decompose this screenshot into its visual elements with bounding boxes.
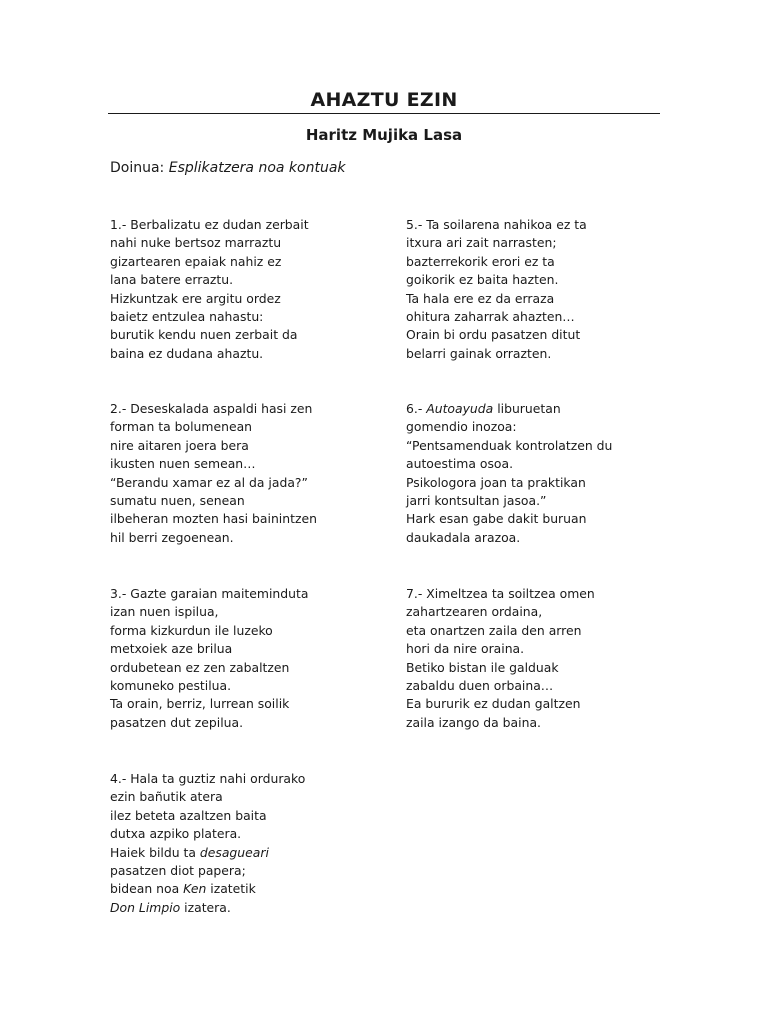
verse-line: ikusten nuen semean…: [110, 456, 256, 472]
stanza-5: [406, 216, 587, 363]
verse-line: zabaldu duen orbaina…: [406, 678, 554, 694]
verse-line: 7.- Ximeltzea ta soiltzea omen: [406, 586, 595, 601]
verse-line: ordubetean ez zen zabaltzen: [110, 659, 290, 675]
melody-line: [110, 158, 346, 178]
verse-italic-word: Don Limpio: [110, 899, 181, 915]
melody-label: Doinua:: [110, 160, 165, 176]
verse-line: 5.- Ta soilarena nahikoa ez ta: [406, 217, 587, 232]
page-title: AHAZTU EZIN: [310, 89, 458, 111]
verse-text: bidean noa: [110, 881, 184, 897]
verse-line: baietz entzulea nahastu:: [110, 309, 264, 325]
verse-line: itxura ari zait narrasten;: [406, 235, 557, 251]
verse-line: Ta hala ere ez da erraza: [406, 290, 555, 306]
verse-line: Psikologora joan ta praktikan: [406, 474, 586, 490]
verse-line: nire aitaren joera bera: [110, 437, 249, 453]
verse-line: metxoiek aze brilua: [110, 641, 233, 657]
verse-text: izatetik: [206, 881, 256, 897]
verse-line: forman ta bolumenean: [110, 419, 253, 435]
verse-line: Ta orain, berriz, lurrean soilik: [110, 696, 290, 712]
verse-line: ohitura zaharrak ahazten…: [406, 309, 575, 325]
verse-line: zahartzearen ordaina,: [406, 604, 543, 620]
stanza-4: [110, 770, 305, 917]
verse-line: gomendio inozoa:: [406, 419, 517, 435]
verse-line: sumatu nuen, senean: [110, 493, 245, 509]
verse-line: forma kizkurdun ile luzeko: [110, 622, 273, 638]
verse-line: hil berri zegoenean.: [110, 529, 234, 545]
verse-text: izatera.: [180, 899, 231, 915]
verse-text: liburuetan: [493, 401, 561, 416]
verse-line: daukadala arazoa.: [406, 529, 521, 545]
verse-line: [110, 844, 305, 862]
verse-italic-word: desagueari: [199, 844, 269, 860]
verse-line: 2.- Deseskalada aspaldi hasi zen: [110, 401, 313, 416]
verse-line: eta onartzen zaila den arren: [406, 622, 582, 638]
verse-line: “Berandu xamar ez al da jada?”: [110, 474, 308, 490]
stanza-1: [110, 216, 309, 363]
verse-line: lana batere erraztu.: [110, 272, 234, 288]
title-divider: [108, 113, 660, 114]
verse-line: zaila izango da baina.: [406, 714, 541, 730]
stanza-7: [406, 585, 595, 732]
verse-line: pasatzen dut zepilua.: [110, 714, 244, 730]
verse-line: hori da nire oraina.: [406, 641, 525, 657]
stanza-2: [110, 400, 317, 547]
verse-line: Hark esan gabe dakit buruan: [406, 511, 587, 527]
verse-line: komuneko pestilua.: [110, 678, 232, 694]
verse-line: Orain bi ordu pasatzen ditut: [406, 327, 581, 343]
verse-line: 3.- Gazte garaian maiteminduta: [110, 586, 309, 601]
verse-text: 6.-: [406, 401, 427, 416]
author-name: Haritz Mujika Lasa: [305, 126, 463, 144]
verse-line: jarri kontsultan jasoa.”: [406, 493, 547, 509]
stanza-3: [110, 585, 308, 732]
verse-line: bazterrekorik erori ez ta: [406, 253, 555, 269]
verse-line: [110, 880, 305, 898]
stanza-6: [406, 400, 612, 547]
verse-text: Haiek bildu ta: [110, 844, 200, 860]
verse-line: belarri gainak orrazten.: [406, 345, 552, 361]
verse-line: nahi nuke bertsoz marraztu: [110, 235, 282, 251]
verse-line: 4.- Hala ta guztiz nahi ordurako: [110, 771, 306, 786]
verse-line: “Pentsamenduak kontrolatzen du: [406, 437, 613, 453]
verse-line: Ea bururik ez dudan galtzen: [406, 696, 581, 712]
verse-line: burutik kendu nuen zerbait da: [110, 327, 298, 343]
verse-line: baina ez dudana ahaztu.: [110, 345, 264, 361]
verse-line: autoestima osoa.: [406, 456, 514, 472]
verse-line: [110, 899, 305, 917]
verse-line: ilez beteta azaltzen baita: [110, 807, 267, 823]
verse-line: [406, 400, 612, 418]
verse-line: 1.- Berbalizatu ez dudan zerbait: [110, 217, 309, 232]
verse-line: goikorik ez baita hazten.: [406, 272, 559, 288]
verse-line: dutxa azpiko platera.: [110, 826, 242, 842]
verse-italic-word: Ken: [183, 881, 207, 897]
verse-line: pasatzen diot papera;: [110, 863, 246, 879]
verse-line: ezin bañutik atera: [110, 789, 223, 805]
verse-line: Hizkuntzak ere argitu ordez: [110, 290, 281, 306]
verse-line: Betiko bistan ile galduak: [406, 659, 559, 675]
verse-line: ilbeheran mozten hasi bainintzen: [110, 511, 317, 527]
verse-line: izan nuen ispilua,: [110, 604, 219, 620]
verse-line: gizartearen epaiak nahiz ez: [110, 253, 282, 269]
verse-italic-word: Autoayuda: [426, 401, 494, 416]
melody-title: Esplikatzera noa kontuak: [168, 160, 346, 176]
